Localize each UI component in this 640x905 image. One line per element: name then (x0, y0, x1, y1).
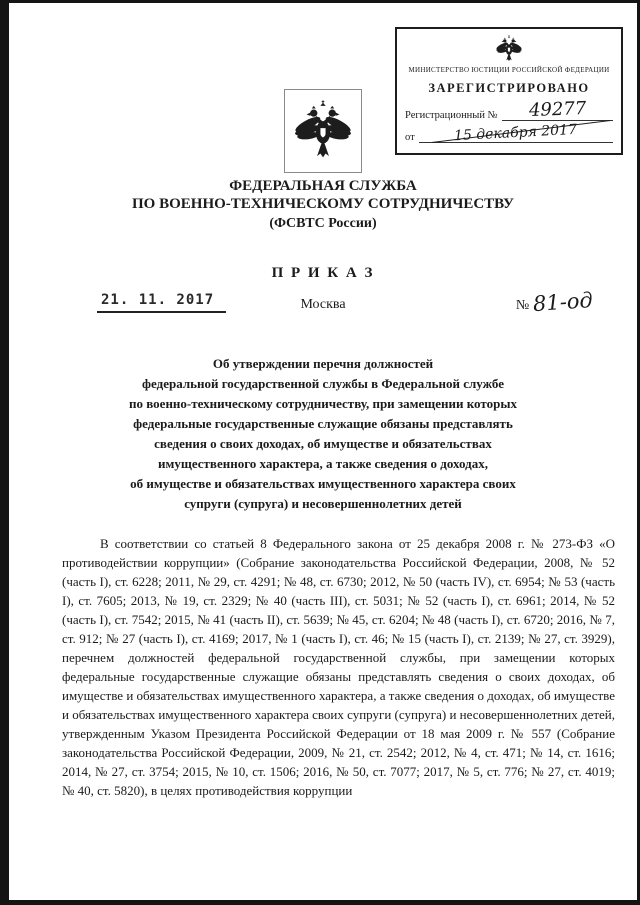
title-line: об имуществе и обязательствах имущественного характера своих (130, 476, 516, 491)
org-line-1: ФЕДЕРАЛЬНАЯ СЛУЖБА (229, 178, 417, 194)
registration-number-label: Регистрационный № (405, 110, 498, 121)
coat-of-arms-icon (492, 34, 526, 64)
document-type: П Р И К А З (271, 265, 375, 281)
city-label: Москва (300, 297, 346, 312)
title-line: супруги (супруга) и несовершеннолетних детей (184, 496, 462, 511)
org-line-3: (ФСВТС России) (269, 216, 377, 231)
coat-of-arms-icon (290, 95, 356, 167)
coat-of-arms (284, 89, 362, 173)
number-value: 81-од (532, 287, 594, 317)
org-line-2: ПО ВОЕННО-ТЕХНИЧЕСКОМУ СОТРУДНИЧЕСТВУ (132, 196, 514, 212)
ministry-name: МИНИСТЕРСТВО ЮСТИЦИИ РОССИЙСКОЙ ФЕДЕРАЦИИ (408, 66, 610, 74)
document-title (9, 354, 637, 514)
title-line: Об утверждении перечня должностей (212, 356, 434, 371)
number-sign: № (515, 298, 530, 313)
registration-date-line (405, 121, 613, 145)
title-line: по военно-техническому сотрудничеству, при замещении которых (129, 396, 517, 411)
title-line: сведения о своих доходах, об имуществе и обязательствах (154, 436, 492, 451)
body-paragraph: В соответствии со статьей 8 Федерального закона от 25 декабря 2008 г. № 273-ФЗ «О противодействии коррупции» (Собрание законодательства Российской Федерации, 2008, № 52 (часть I), ст. 6228; 2011, № 29, ст. 4291; № 48, ст. 6730; 2012, № 50 (часть IV), ст. 6954; № 53 (часть I), ст. 7605; 2013, № 19, ст. 2329; № 40 (часть III), ст. 5031; № 52 (часть I), ст. 6961; 2014, № 52 (часть I), ст. 7542; 2015, № 41 (часть II), ст. 5639; № 45, ст. 6204; № 48 (часть I), ст. 6720; 2016, № 7, ст. 912; № 27 (часть I), ст. 4169; 2017, № 1 (часть I), ст. 46; № 15 (часть I), ст. 2139; № 27, ст. 3929), перечнем должностей федеральной государственной службы, при замещении которых федеральные государственные служащие обязаны представлять сведения о своих доходах, об имуществе и обязательствах имущественного характера, а также сведения о доходах, об имуществе и обязательствах имущественного характера своих супруги (супруга) и несовершеннолетних детей, утвержденным Указом Президента Российской Федерации от 18 мая 2009 г. № 557 (Собрание законодательства Российской Федерации, 2009, № 21, ст. 2542; 2012, № 4, ст. 471; № 14, ст. 1616; 2014, № 27, ст. 3754; 2015, № 10, ст. 1506; 2016, № 50, ст. 7077; 2017, № 5, ст. 776; № 27, ст. 4019; № 40, ст. 5820), в целях противодействия коррупции (62, 536, 615, 798)
document-meta-row (9, 287, 637, 324)
registered-label: ЗАРЕГИСТРИРОВАНО (428, 81, 590, 95)
date-stamp: 21. 11. 2017 (97, 292, 226, 313)
justice-registration-stamp (395, 27, 623, 155)
document-number (515, 287, 594, 317)
title-line: федеральной государственной службы в Федеральной службе (142, 376, 504, 391)
organization-name (9, 177, 637, 233)
title-line: федеральные государственные служащие обязаны представлять (133, 416, 513, 431)
registration-date-label: от (405, 131, 415, 143)
registration-number-value: 49277 (528, 98, 587, 121)
title-line: имущественного характера, а также сведения о доходах, (158, 456, 488, 471)
registration-date-value: 15 декабря 2017 (454, 121, 578, 145)
registration-number-line (405, 98, 613, 121)
